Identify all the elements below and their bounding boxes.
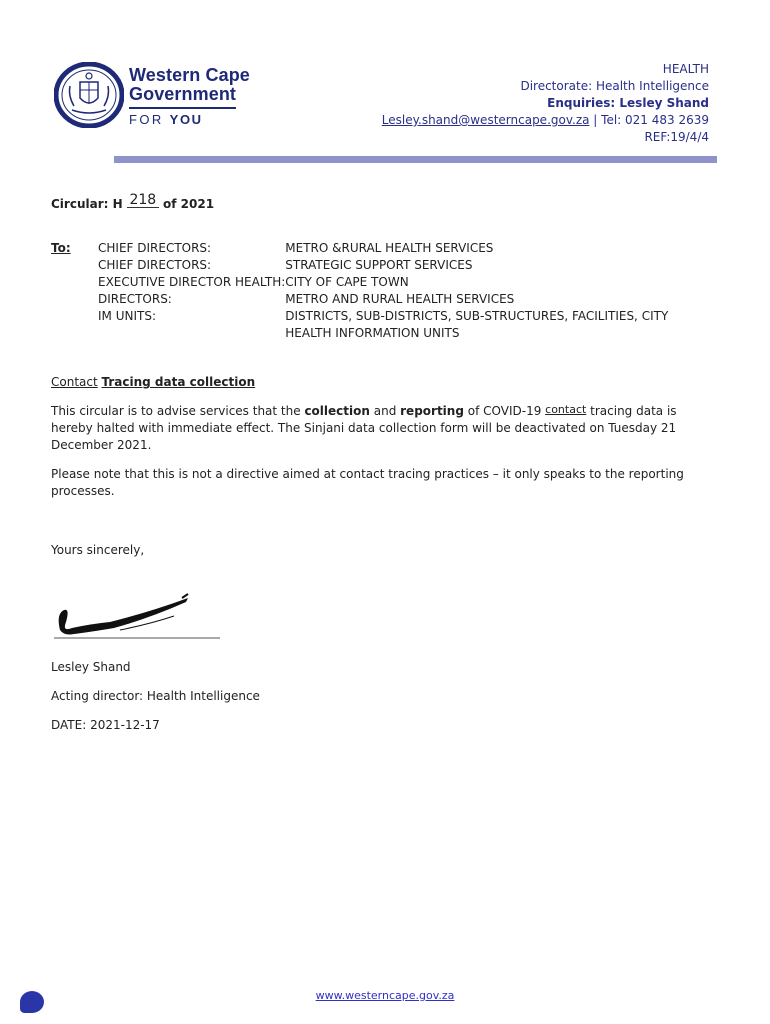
- recipient-unit: METRO AND RURAL HEALTH SERVICES: [285, 292, 515, 306]
- recipient-title: CHIEF DIRECTORS:: [98, 241, 212, 255]
- enquiries: Enquiries: Lesley Shand: [547, 96, 709, 110]
- recipient-row: [98, 274, 705, 291]
- subject-line: [51, 374, 255, 391]
- government-logo-text: [129, 66, 259, 127]
- recipient-row: [98, 240, 705, 257]
- circular-number-value: 218: [127, 193, 159, 208]
- handwritten-signature: [50, 588, 230, 650]
- logo-divider: [129, 107, 236, 109]
- recipient-title: CHIEF DIRECTORS:: [98, 258, 212, 272]
- website-link[interactable]: www.westerncape.gov.za: [315, 989, 455, 1002]
- body-paragraph-2: Please note that this is not a directive aimed at contact tracing practices – it only speaks to the reporting processes.: [51, 467, 684, 498]
- directorate: Directorate: Health Intelligence: [520, 79, 709, 93]
- signatory-name: Lesley Shand: [51, 660, 131, 674]
- contact-line: [382, 112, 709, 129]
- department-name: HEALTH: [662, 62, 709, 76]
- recipient-title: EXECUTIVE DIRECTOR HEALTH:: [98, 275, 286, 289]
- signatory-role: Acting director: Health Intelligence: [51, 689, 260, 703]
- reference: REF:19/4/4: [644, 130, 709, 144]
- document-date: DATE: 2021-12-17: [51, 718, 160, 732]
- logo-line-government: Government: [129, 84, 237, 104]
- recipient-unit: DISTRICTS, SUB-DISTRICTS, SUB-STRUCTURES, FACILITIES, CITY HEALTH INFORMATION UNITS: [285, 309, 669, 340]
- recipient-title: DIRECTORS:: [98, 292, 172, 306]
- telephone: | Tel: 021 483 2639: [589, 113, 709, 127]
- coat-of-arms-logo: [54, 62, 124, 128]
- email-link[interactable]: Lesley.shand@westerncape.gov.za: [381, 113, 590, 127]
- recipient-unit: METRO &RURAL HEALTH SERVICES: [285, 241, 494, 255]
- closing: Yours sincerely,: [51, 543, 145, 557]
- recipient-row: [98, 257, 705, 274]
- body-paragraph-1: This circular is to advise services that the collection and reporting of COVID-19 contact tracing data is hereby halted with immediate effect. The Sinjani data collection form will be deactivated on Tuesday 21 December 2021.: [51, 403, 677, 452]
- header-divider-bar: [114, 156, 717, 163]
- logo-line-western-cape: Western Cape: [129, 65, 250, 85]
- inserted-word: contact: [545, 403, 587, 416]
- recipient-row: [98, 308, 705, 342]
- recipient-unit: CITY OF CAPE TOWN: [285, 275, 409, 289]
- subject-prefix: Contact: [51, 375, 98, 389]
- subject-title: Tracing data collection: [101, 375, 256, 389]
- recipient-title: IM UNITS:: [98, 309, 156, 323]
- to-label: To:: [51, 241, 71, 255]
- logo-tagline: FOR YOU: [129, 112, 203, 127]
- letterhead-contact: [382, 61, 709, 146]
- recipients-table: [98, 240, 705, 342]
- circular-number: Circular: H 218 of 2021: [51, 192, 215, 211]
- footer: [0, 989, 770, 1002]
- recipient-unit: STRATEGIC SUPPORT SERVICES: [285, 258, 473, 272]
- recipient-row: [98, 291, 705, 308]
